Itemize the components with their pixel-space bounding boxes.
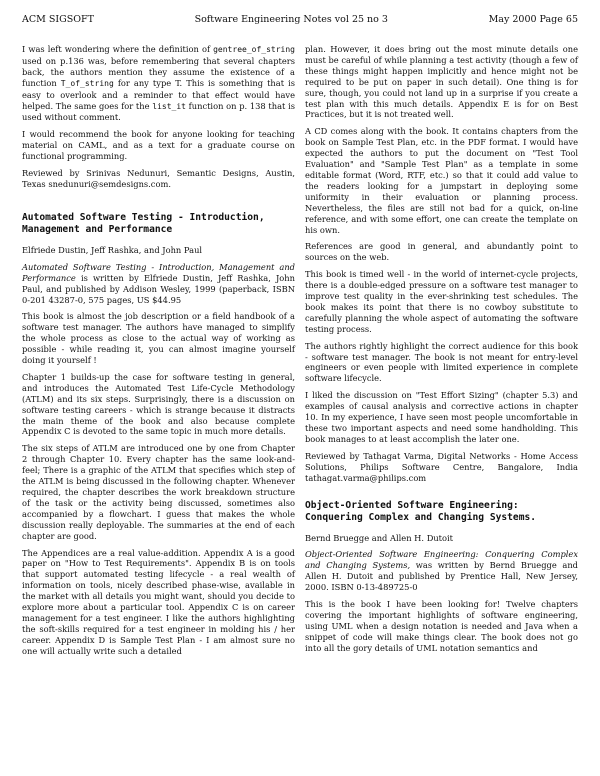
header-page: May 2000 Page 65 (488, 13, 578, 25)
text-run: for any type T. This is something that is easy to overlook and a reminder to that effect would have helped. The same goes for the (22, 77, 295, 111)
text-run: is written by Elfriede Dustin, Jeff Rashka, John Paul, and published by Addison Wesley, 1999 (paperback, ISBN 0-201 43287-0, 575 pages, US $44.95 (22, 272, 295, 305)
testing-reviewer-credit: Reviewed by Tathagat Varma, Digital Networks - Home Access Solutions, Philips Software Centre, Bangalore, India tathagat.varma@philips.com (305, 450, 578, 483)
text-run: I was left wondering where the definition of (22, 44, 214, 54)
book-title-italic: Automated Software Testing - Introduction, Management and Performance (22, 261, 295, 283)
body-paragraph: The six steps of ATLM are introduced one by one from Chapter 2 through Chapter 10. Every chapter has the same look-and-feel; There is a graphic of the ATLM that specifies which step of the ATLM is being discussed in the following chapter. Whenever required, the chapter describes the work breakdown structure of the task or the activity being discussed, sometimes also accompanied by a flowchart. I guess that makes the whole discussion really deployable. The summaries at the end of each chapter are good. (22, 443, 295, 541)
header-issue: Software Engineering Notes vol 25 no 3 (194, 13, 388, 25)
book-title-italic: Object-Oriented Software Engineering: Conquering Complex and Changing Systems, (305, 549, 578, 571)
text-run: used on p.136 was, before remembering that several chapters back, the authors mention they assume the existence of a function (22, 55, 295, 88)
header-journal: ACM SIGSOFT (22, 13, 94, 25)
body-paragraph: References are good in general, and abundantly point to sources on the web. (305, 241, 578, 263)
code-gentree: gentree_of_string (213, 45, 295, 54)
text-run: was written by Bernd Bruegge and Allen H. Dutoit and published by Prentice Hall, New Jersey, 2000. ISBN 0-13-489725-0 (305, 560, 578, 593)
text-run: function on p. 138 that is used without comment. (22, 100, 295, 123)
right-column (305, 44, 578, 660)
code-t-of-string: T_of_string (60, 78, 114, 88)
left-column (22, 44, 295, 663)
body-paragraph: This book is almost the job description or a field handbook of a software test manager. The authors have managed to simplify the whole process as close to the actual way of working as possible - while reading it, you can almost imagine yourself doing it yourself ! (22, 311, 295, 366)
body-paragraph: A CD comes along with the book. It contains chapters from the book on Sample Test Plan, etc. in the PDF format. I would have expected the authors to put the document on "Test Tool Evaluation" and "Sample Test Plan" as a template in some editable format (Word, RTF, etc.) so that it could add value to the readers looking for a jumpstart in deploying some uniformity in their evaluation or planning process. Nevertheless, the files are still not bad for a quick, on-line reference, and with some effort, one can create the template on his own. (305, 126, 578, 235)
body-paragraph: plan. However, it does bring out the most minute details one must be careful of while planning a test activity (though a few of these things might happen implicitly and hence might not be required to be put on paper in such detail). One thing is for sure, though, you could not land up in a surprise if you create a test plan with this much details. Appendix E is for on Best Practices, but it is not treated well. (305, 44, 578, 120)
caml-recommendation: I would recommend the book for anyone looking for teaching material on CAML, and as a text for a graduate course on functional programming. (22, 129, 295, 162)
caml-reviewer-credit: Reviewed by Srinivas Nedunuri, Semantic Designs, Austin, Texas snedunuri@semdesigns.com. (22, 168, 295, 189)
book-citation (305, 549, 578, 593)
body-paragraph: The authors rightly highlight the correct audience for this book - software test manager. The book is not meant for entry-level engineers or even people with limited experience in complete software lifecycle. (305, 340, 578, 384)
book-citation (22, 262, 295, 306)
body-paragraph: I liked the discussion on "Test Effort Sizing" (chapter 5.3) and examples of causal analysis and corrective actions in chapter 10. In my experience, I have seen most people uncomfortable in these two important aspects and need some handholding. This book manages to at least accomplish the later one. (305, 390, 578, 444)
body-paragraph: This is the book I have been looking for! Twelve chapters covering the important highlights of software engineering, using UML when a design notation is needed and Java when a snippet of code will make things clear. The book does not go into all the gory details of UML notation semantics and (305, 599, 578, 653)
body-paragraph: The Appendices are a real value-addition. Appendix A is a good paper on "How to Test Requirements". Appendix B is on tools that support automated testing lifecycle - a real wealth of information on tools, nicely described phase-wise, available in the market with all details you might want, should you decide to explore more about a particular tool. Appendix C is on career management for a test engineer. I like the authors highlighting the soft-skills required for a test engineer in molding his / her career. Appendix D is Sample Test Plan - I am almost sure no one will actually write such a detailed (22, 547, 295, 656)
body-paragraph: Chapter 1 builds-up the case for software testing in general, and introduces the Automated Test Life-Cycle Methodology (ATLM) and its six steps. Surprisingly, there is a discussion on software testing careers - which is strange because it distracts the main theme of the book and also because complete Appendix C is devoted to the same topic in much more details. (22, 371, 295, 437)
review-title-automated-testing: Automated Software Testing - Introduction, Management and Performance (22, 211, 265, 235)
caml-review-end-paragraph (22, 44, 295, 123)
code-list-it: list_it (152, 101, 186, 111)
body-paragraph: This book is timed well - in the world of internet-cycle projects, there is a double-edged pressure on a software test manager to improve test quality in the ever-shrinking test schedules. The book makes its point that there is no cowboy substitute to carefully planning the whole aspect of automating the software testing process. (305, 269, 578, 334)
running-header (22, 12, 578, 26)
review-authors: Elfriede Dustin, Jeff Rashka, and John Paul (22, 244, 203, 255)
review-authors: Bernd Bruegge and Allen H. Dutoit (305, 532, 454, 543)
review-title-oo-software-engineering: Object-Oriented Software Engineering: Conquering Complex and Changing Systems. (305, 499, 537, 523)
